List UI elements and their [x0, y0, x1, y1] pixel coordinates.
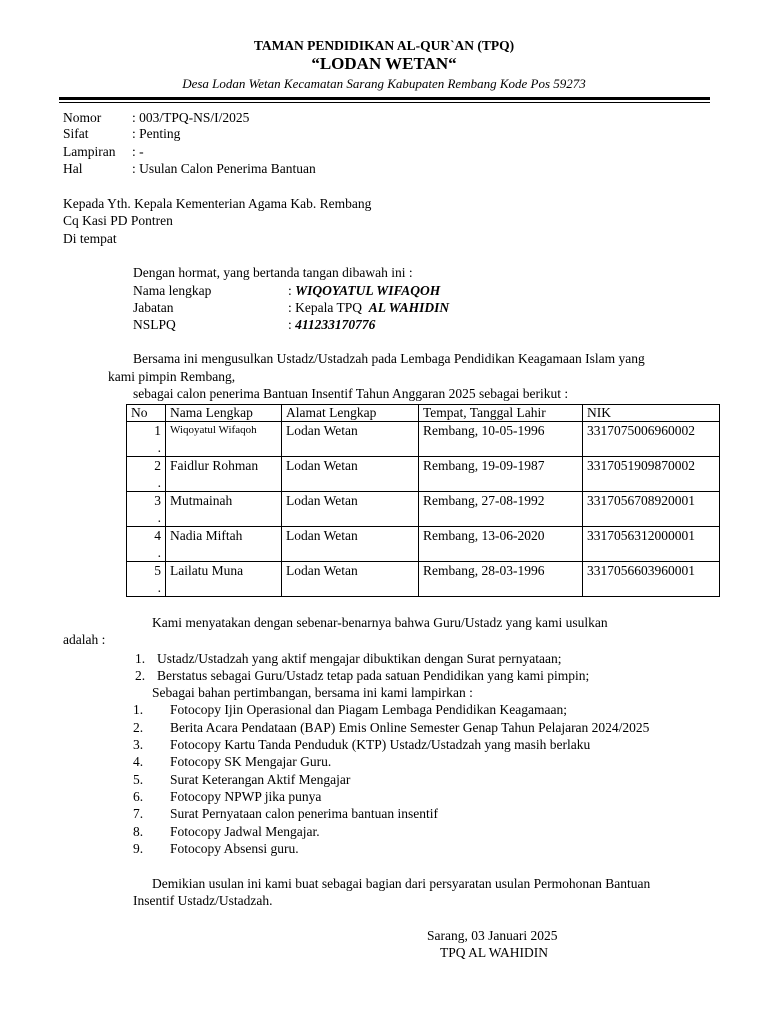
signer-value-nslpq: : 411233170776 [288, 317, 376, 332]
cell-birth: Rembang, 19-09-1987 [419, 457, 583, 492]
column-header: NIK [583, 405, 720, 422]
paragraph-line: Bersama ini mengusulkan Ustadz/Ustadzah pada Lembaga Pendidikan Keagamaan Islam yang [133, 351, 645, 366]
column-header: Nama Lengkap [166, 405, 282, 422]
meta-label-hal: Hal [63, 161, 83, 176]
institution-address: Desa Lodan Wetan Kecamatan Sarang Kabupaten Rembang Kode Pos 59273 [182, 76, 586, 91]
list-item-number: 2. [135, 668, 146, 683]
meta-value-lampiran: : - [132, 144, 144, 159]
closing-line: Insentif Ustadz/Ustadzah. [133, 893, 273, 908]
list-item: Fotocopy NPWP jika punya [170, 789, 322, 804]
cell-address: Lodan Wetan [282, 527, 419, 562]
recipients-table [126, 404, 720, 597]
meta-value-nomor: : 003/TPQ-NS/I/2025 [132, 110, 250, 125]
list-item-number: 5. [133, 772, 144, 787]
list-item: Fotocopy Kartu Tanda Penduduk (KTP) Ustadz/Ustadzah yang masih berlaku [170, 737, 591, 752]
list-item-number: 8. [133, 824, 144, 839]
cell-nik: 3317056312000001 [583, 527, 720, 562]
list-item-number: 2. [133, 720, 144, 735]
header-rule-thick [59, 97, 710, 100]
list-item: Ustadz/Ustadzah yang aktif mengajar dibuktikan dengan Surat pernyataan; [157, 651, 562, 666]
meta-label-lampiran: Lampiran [63, 144, 116, 159]
list-item: Surat Pernyataan calon penerima bantuan insentif [170, 806, 439, 821]
list-item: Fotocopy Jadwal Mengajar. [170, 824, 320, 839]
cell-nik: 3317075006960002 [583, 422, 720, 457]
list-item: Surat Keterangan Aktif Mengajar [170, 772, 351, 787]
cell-birth: Rembang, 27-08-1992 [419, 492, 583, 527]
list-item: Berita Acara Pendataan (BAP) Emis Online Semester Genap Tahun Pelajaran 2024/2025 [170, 720, 650, 735]
cell-nik: 3317056603960001 [583, 562, 720, 597]
list-item-number: 6. [133, 789, 144, 804]
cell-address: Lodan Wetan [282, 492, 419, 527]
table-header-row [127, 405, 720, 422]
column-header: Tempat, Tanggal Lahir [419, 405, 583, 422]
list-item-number: 3. [133, 737, 144, 752]
attachments-intro: Sebagai bahan pertimbangan, bersama ini kami lampirkan : [152, 685, 473, 700]
table-row [127, 492, 720, 527]
cell-name: Mutmainah [166, 492, 282, 527]
table-row [127, 422, 720, 457]
list-item-number: 9. [133, 841, 144, 856]
meta-label-nomor: Nomor [63, 110, 102, 125]
cell-name: Nadia Miftah [166, 527, 282, 562]
meta-value-hal: : Usulan Calon Penerima Bantuan [132, 161, 316, 176]
list-item: Fotocopy SK Mengajar Guru. [170, 754, 332, 769]
recipient-line: Kepada Yth. Kepala Kementerian Agama Kab. Rembang [63, 196, 372, 211]
signer-label: NSLPQ [133, 317, 176, 332]
list-item-number: 1. [133, 702, 144, 717]
paragraph-line: adalah : [63, 632, 106, 647]
cell-no: 5 . [127, 562, 166, 597]
paragraph-line: sebagai calon penerima Bantuan Insentif Tahun Anggaran 2025 sebagai berikut : [133, 386, 569, 401]
cell-birth: Rembang, 13-06-2020 [419, 527, 583, 562]
signer-label: Jabatan [133, 300, 174, 315]
column-header: Alamat Lengkap [282, 405, 419, 422]
cell-birth: Rembang, 28-03-1996 [419, 562, 583, 597]
list-item-number: 7. [133, 806, 144, 821]
cell-nik: 3317051909870002 [583, 457, 720, 492]
column-header: No [127, 405, 166, 422]
signer-label: Nama lengkap [133, 283, 212, 298]
cell-name: Wiqoyatul Wifaqoh [166, 422, 282, 457]
list-item: Fotocopy Ijin Operasional dan Piagam Lembaga Pendidikan Keagamaan; [170, 702, 568, 717]
meta-label-sifat: Sifat [63, 126, 89, 141]
table-row [127, 562, 720, 597]
recipient-line: Di tempat [63, 231, 117, 246]
cell-no: 3 . [127, 492, 166, 527]
cell-no: 1 . [127, 422, 166, 457]
cell-address: Lodan Wetan [282, 457, 419, 492]
list-item-number: 4. [133, 754, 144, 769]
institution-title: TAMAN PENDIDIKAN AL-QUR`AN (TPQ) [253, 38, 515, 53]
list-item: Fotocopy Absensi guru. [170, 841, 299, 856]
cell-address: Lodan Wetan [282, 422, 419, 457]
signer-value-name: : WIQOYATUL WIFAQOH [288, 283, 441, 298]
cell-birth: Rembang, 10-05-1996 [419, 422, 583, 457]
table-row [127, 457, 720, 492]
cell-no: 2 . [127, 457, 166, 492]
cell-nik: 3317056708920001 [583, 492, 720, 527]
closing-line: Demikian usulan ini kami buat sebagai bagian dari persyaratan usulan Permohonan Bantuan [152, 876, 651, 891]
table-row [127, 527, 720, 562]
cell-no: 4 . [127, 527, 166, 562]
paragraph-line: kami pimpin Rembang, [108, 369, 236, 384]
greeting: Dengan hormat, yang bertanda tangan dibawah ini : [133, 265, 413, 280]
signature-org: TPQ AL WAHIDIN [440, 945, 548, 960]
cell-name: Lailatu Muna [166, 562, 282, 597]
institution-name: “LODAN WETAN“ [311, 54, 457, 73]
signature-place-date: Sarang, 03 Januari 2025 [427, 928, 558, 943]
list-item-number: 1. [135, 651, 146, 666]
paragraph-line: Kami menyatakan dengan sebenar-benarnya bahwa Guru/Ustadz yang kami usulkan [152, 615, 608, 630]
signer-value-position: : Kepala TPQ AL WAHIDIN [288, 300, 450, 315]
recipient-line: Cq Kasi PD Pontren [63, 213, 173, 228]
header-rule-thin [59, 102, 710, 103]
cell-name: Faidlur Rohman [166, 457, 282, 492]
list-item: Berstatus sebagai Guru/Ustadz tetap pada satuan Pendidikan yang kami pimpin; [157, 668, 590, 683]
meta-value-sifat: : Penting [132, 126, 181, 141]
cell-address: Lodan Wetan [282, 562, 419, 597]
